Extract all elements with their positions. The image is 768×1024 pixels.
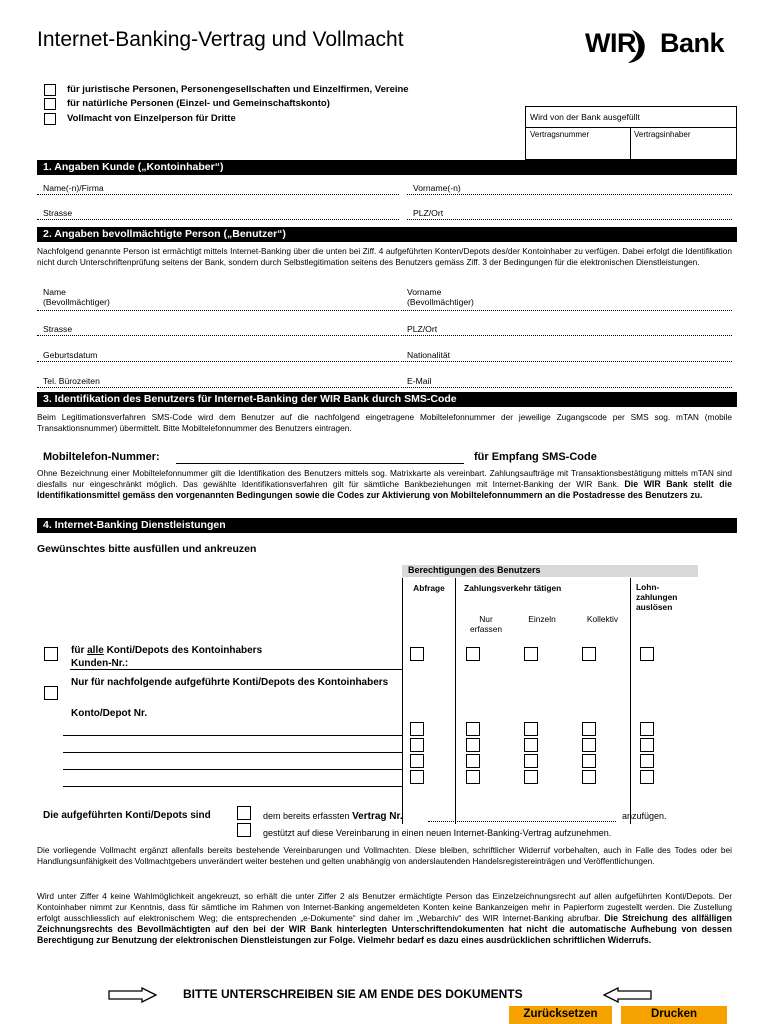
benutzer-geburtsdatum-field[interactable] — [37, 361, 399, 362]
benutzer-nationalitaet-field[interactable] — [401, 361, 732, 362]
benutzer-strasse-field[interactable] — [37, 335, 399, 336]
mobile-suffix: für Empfang SMS-Code — [474, 451, 597, 463]
section-3-header: 3. Identifikation des Benutzers für Internet-Banking der WIR Bank durch SMS-Code — [37, 392, 737, 407]
logo-text-bank: Bank — [659, 28, 725, 58]
option-vollmacht-checkbox[interactable] — [44, 113, 56, 125]
page-title: Internet-Banking-Vertrag und Vollmacht — [37, 28, 404, 51]
col-einzeln: Einzeln — [528, 614, 556, 624]
mobile-number-field[interactable] — [176, 463, 464, 464]
mobile-label: Mobiltelefon-Nummer: — [43, 451, 160, 463]
section-3-text: Beim Legitimationsverfahren SMS-Code wird dem Benutzer auf die nachfolgend eingetragene Mobiltelefonnummer der jeweilige Zugangscode per SMS sog. mTAN (mobile Transaktionsnummer) übermittelt. Bitte Mobiltelefonnummer des Benutzers eintragen. — [37, 412, 732, 433]
row1-einzeln-checkbox[interactable] — [524, 722, 538, 736]
legal-paragraph-1: Die vorliegende Vollmacht ergänzt allenfalls bereits bestehende Vereinbarungen und Vollmachten. Diese bleiben, schriftlicher Widerruf vorbehalten, auch in Falle des Todes oder bei Handlungsunfähigkeit des Vollmachtgebers unverändert weiter bestehen und gelten unabhängig von anderslautenden Handelsregistereinträgen und Veröffentlichungen. — [37, 845, 732, 866]
all-accounts-checkbox[interactable] — [44, 647, 58, 661]
kunde-strasse-label: Strasse — [43, 208, 73, 218]
row4-kollektiv-checkbox[interactable] — [582, 770, 596, 784]
reset-button[interactable]: Zurücksetzen — [509, 1006, 612, 1024]
new-contract-label: gestützt auf diese Vereinbarung in einen neuen Internet-Banking-Vertrag aufzunehmen. — [263, 828, 612, 838]
all-einzeln-checkbox[interactable] — [524, 647, 538, 661]
konto-field-2[interactable] — [63, 752, 402, 753]
row1-kollektiv-checkbox[interactable] — [582, 722, 596, 736]
row3-lohn-checkbox[interactable] — [640, 754, 654, 768]
row2-kollektiv-checkbox[interactable] — [582, 738, 596, 752]
section-4-header: 4. Internet-Banking Dienstleistungen — [37, 518, 737, 533]
benutzer-vorname-label: Vorname (Bevollmächtiger) — [407, 287, 474, 307]
col-nur-erfassen: Nur erfassen — [469, 614, 503, 634]
row2-lohn-checkbox[interactable] — [640, 738, 654, 752]
benutzer-email-field[interactable] — [401, 387, 732, 388]
existing-contract-suffix: anzufügen. — [622, 811, 667, 821]
all-nur-erfassen-checkbox[interactable] — [466, 647, 480, 661]
section-4-subtitle: Gewünschtes bitte ausfüllen und ankreuzen — [37, 543, 257, 555]
kunde-vorname-field[interactable] — [407, 194, 732, 195]
benutzer-strasse-label: Strasse — [43, 324, 73, 334]
logo-text-wir: WIR — [585, 28, 636, 58]
row3-kollektiv-checkbox[interactable] — [582, 754, 596, 768]
bank-box-heading: Wird von der Bank ausgefüllt — [530, 112, 640, 122]
row2-abfrage-checkbox[interactable] — [410, 738, 424, 752]
listed-accounts-label: Die aufgeführten Konti/Depots sind — [43, 810, 211, 821]
row1-lohn-checkbox[interactable] — [640, 722, 654, 736]
arrow-left-icon — [602, 987, 652, 1003]
rights-header: Berechtigungen des Benutzers — [402, 565, 698, 577]
benutzer-tel-field[interactable] — [37, 387, 399, 388]
row2-einzeln-checkbox[interactable] — [524, 738, 538, 752]
kunde-vorname-label: Vorname(-n) — [413, 183, 461, 193]
konto-field-3[interactable] — [63, 769, 402, 770]
row1-nur-checkbox[interactable] — [466, 722, 480, 736]
all-accounts-label: für alle Konti/Depots des Kontoinhabers — [71, 645, 263, 656]
benutzer-tel-label: Tel. Bürozeiten — [43, 376, 100, 386]
arrow-right-icon — [108, 987, 158, 1003]
bank-box-vertragsnummer: Vertragsnummer — [530, 130, 590, 139]
wir-bank-logo — [585, 28, 724, 59]
option-natuerliche-label: für natürliche Personen (Einzel- und Gemeinschaftskonto) — [67, 98, 330, 109]
col-zahlungsverkehr: Zahlungsverkehr tätigen — [464, 583, 562, 593]
new-contract-checkbox[interactable] — [237, 823, 251, 837]
row4-einzeln-checkbox[interactable] — [524, 770, 538, 784]
sign-notice: BITTE UNTERSCHREIBEN SIE AM ENDE DES DOKUMENTS — [183, 987, 523, 1001]
all-kollektiv-checkbox[interactable] — [582, 647, 596, 661]
row1-abfrage-checkbox[interactable] — [410, 722, 424, 736]
benutzer-geburtsdatum-label: Geburtsdatum — [43, 350, 98, 360]
section-2-text: Nachfolgend genannte Person ist ermächtigt mittels Internet-Banking über die unten bei Ziff. 4 aufgeführten Konten/Depots des/der Kontoinhaber zu verfügen. Dabei erfolgt die Identifikation nicht durch Unterschriftenprüfung seitens der Bank, sondern durch Selbstlegitimation seitens des Benutzers gemäss Ziff. 3 der Bedingungen für die elektronischen Dienstleistungen. — [37, 246, 732, 267]
legal-paragraph-2: Wird unter Ziffer 4 keine Wahlmöglichkeit angekreuzt, so erhält die unter Ziffer 2 als Benutzer ermächtigte Person das Einzelzeichnungsrecht auf allen aufgeführten Konti/Depots. Der Kontoinhaber nimmt zur Kenntnis, dass für sämtliche im Rahmen von Internet-Banking angemeldeten Konten keine Bankanzeigen mehr in Papierform zugestellt werden. Die Zustellung erfolgt ausschliesslich auf elektronischem Weg; die entsprechenden „e-Dokumente“ sind daher im „Webarchiv“ des WIR Internet-Banking abrufbar. Die Streichung des allfälligen Zeichnungsrechts des Bevollmächtigten auf den bei der WIR Bank hinterlegten Unterschriftendokumenten hat nicht die automatische Aufhebung von dessen Berechtigung zur Benutzung der elektronischen Dienstleistungen zur Folge. Vielmehr bedarf es dazu eines ausdrücklichen schriftlichen Widerrufs. — [37, 891, 732, 945]
option-juristische-checkbox[interactable] — [44, 84, 56, 96]
section-1-header: 1. Angaben Kunde („Kontoinhaber“) — [37, 160, 737, 175]
konto-depot-label: Konto/Depot Nr. — [71, 708, 148, 719]
row2-nur-checkbox[interactable] — [466, 738, 480, 752]
row3-abfrage-checkbox[interactable] — [410, 754, 424, 768]
kunde-name-label: Name(-n)/Firma — [43, 183, 104, 193]
col-abfrage: Abfrage — [413, 583, 445, 593]
col-kollektiv: Kollektiv — [586, 614, 619, 624]
contract-number-field[interactable] — [428, 821, 616, 822]
option-natuerliche-checkbox[interactable] — [44, 98, 56, 110]
row4-abfrage-checkbox[interactable] — [410, 770, 424, 784]
benutzer-plz-field[interactable] — [401, 335, 732, 336]
all-abfrage-checkbox[interactable] — [410, 647, 424, 661]
col-lohnzahlungen: Lohn-zahlungen auslösen — [636, 582, 678, 612]
kunden-nr-field[interactable] — [70, 669, 402, 670]
konto-field-1[interactable] — [63, 735, 402, 736]
benutzer-nationalitaet-label: Nationalität — [407, 350, 450, 360]
benutzer-email-label: E-Mail — [407, 376, 432, 386]
section-2-header: 2. Angaben bevollmächtigte Person („Benutzer“) — [37, 227, 737, 242]
kunden-nr-label: Kunden-Nr.: — [71, 658, 129, 669]
row3-nur-checkbox[interactable] — [466, 754, 480, 768]
option-juristische-label: für juristische Personen, Personengesellschaften und Einzelfirmen, Vereine — [67, 84, 409, 95]
row4-nur-checkbox[interactable] — [466, 770, 480, 784]
benutzer-name-label: Name (Bevollmächtiger) — [43, 287, 110, 307]
benutzer-vorname-field[interactable] — [401, 310, 732, 311]
selected-accounts-checkbox[interactable] — [44, 686, 58, 700]
kunde-strasse-field[interactable] — [37, 219, 399, 220]
benutzer-plz-label: PLZ/Ort — [407, 324, 438, 334]
section-3-text-2: Ohne Bezeichnung einer Mobiltelefonnummer gilt die Identifikation des Benutzers mittels sog. Matrixkarte als vereinbart. Zahlungsaufträge mit Transaktionsbestätigung mittels mTAN sind diesfalls nur eingeschränkt möglich. Das gewählte Identifikationsverfahren gilt für sämtliche Bankbeziehungen mit Internet-Banking der WIR Bank. Die WIR Bank stellt die Identifikationsmittel gemäss den vorgenannten Bedingungen sowie die Codes zur Aktivierung von Mobiltelefonnummern an die Postadresse des Benutzers zu. — [37, 468, 733, 500]
kunde-plz-field[interactable] — [407, 219, 732, 220]
existing-contract-checkbox[interactable] — [237, 806, 251, 820]
bank-box-vertragsinhaber: Vertragsinhaber — [634, 130, 691, 139]
all-lohn-checkbox[interactable] — [640, 647, 654, 661]
kunde-name-field[interactable] — [37, 194, 399, 195]
option-vollmacht-label: Vollmacht von Einzelperson für Dritte — [67, 113, 236, 124]
benutzer-name-field[interactable] — [37, 310, 399, 311]
row4-lohn-checkbox[interactable] — [640, 770, 654, 784]
row3-einzeln-checkbox[interactable] — [524, 754, 538, 768]
print-button[interactable]: Drucken — [621, 1006, 727, 1024]
bank-use-box — [525, 106, 737, 160]
logo-swoosh-icon — [628, 28, 654, 64]
kunde-plz-label: PLZ/Ort — [413, 208, 444, 218]
existing-contract-label: dem bereits erfassten Vertrag Nr. — [263, 811, 403, 822]
konto-field-4[interactable] — [63, 786, 402, 787]
selected-accounts-label: Nur für nachfolgende aufgeführte Konti/Depots des Kontoinhabers — [71, 677, 389, 688]
